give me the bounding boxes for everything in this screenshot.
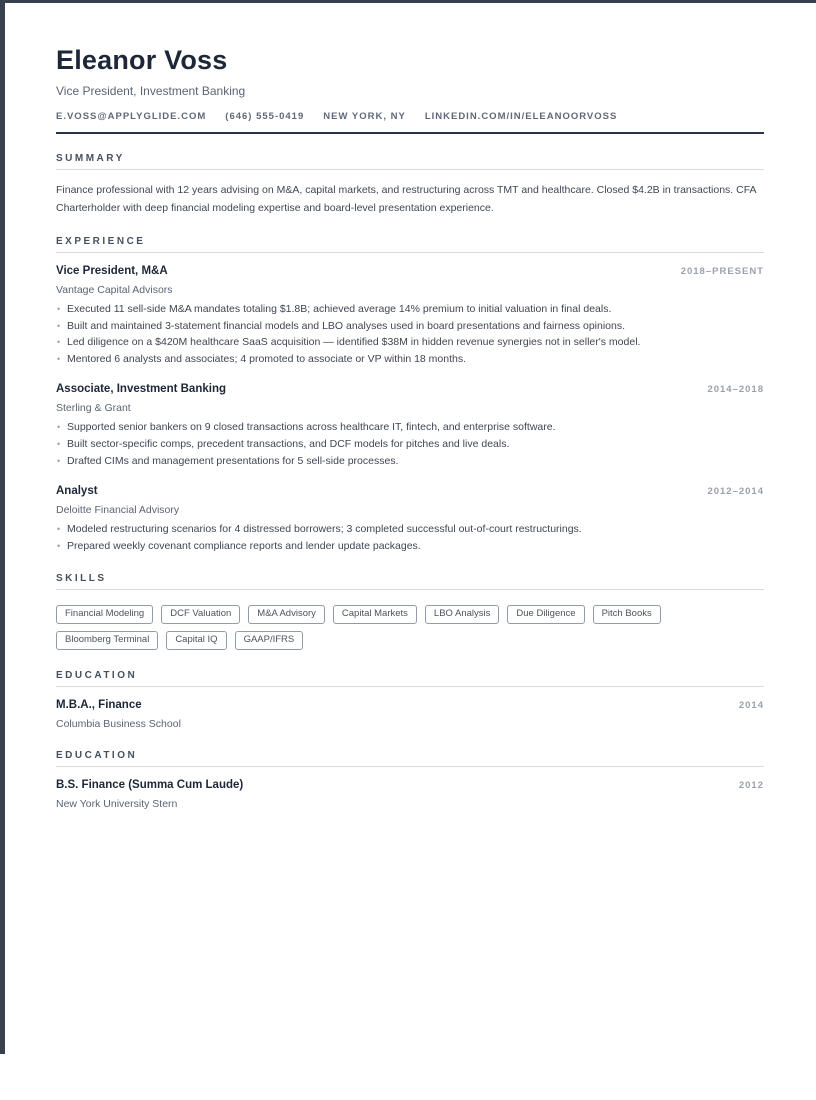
section-divider <box>56 686 764 687</box>
contact-row <box>56 111 764 122</box>
job-bullet: • Executed 11 sell-side M&A mandates totaling $1.8B; achieved average 14% premium to initial valuation in final deals. <box>56 301 764 318</box>
skill-chip: GAAP/IFRS <box>235 631 304 650</box>
job-bullet: • Built sector-specific comps, precedent transactions, and DCF models for pitches and live deals. <box>56 436 764 453</box>
school-name: New York University Stern <box>56 798 178 811</box>
contact-location: NEW YORK, NY <box>323 111 406 122</box>
education-header <box>56 699 764 712</box>
section-summary <box>56 153 764 217</box>
degree-dates: 2014 <box>738 700 764 712</box>
skill-chip: Capital IQ <box>166 631 226 650</box>
skill-chip: Bloomberg Terminal <box>56 631 158 650</box>
skill-chip: Financial Modeling <box>56 605 153 624</box>
education-heading: EDUCATION <box>56 750 138 762</box>
experience-item <box>56 383 764 469</box>
job-bullet: • Built and maintained 3-statement financial models and LBO analyses used in board presentations and fairness opinions. <box>56 318 764 335</box>
skills-chip-list <box>56 605 676 650</box>
contact-linkedin: LINKEDIN.COM/IN/ELEANOORVOSS <box>424 111 618 122</box>
job-header <box>56 485 764 498</box>
resume-content <box>56 3 764 810</box>
skill-chip: Pitch Books <box>593 605 661 624</box>
degree-dates: 2012 <box>738 780 764 792</box>
education-item <box>56 699 764 730</box>
section-divider <box>56 252 764 253</box>
job-bullet: • Drafted CIMs and management presentations for 5 sell-side processes. <box>56 453 764 470</box>
experience-item <box>56 485 764 554</box>
job-bullet: • Supported senior bankers on 9 closed transactions across healthcare IT, fintech, and enterprise software. <box>56 419 764 436</box>
job-bullet-list <box>56 419 764 469</box>
education-heading: EDUCATION <box>56 670 138 682</box>
contact-phone: (646) 555-0419 <box>225 111 305 122</box>
skills-heading: SKILLS <box>56 573 107 585</box>
job-company: Vantage Capital Advisors <box>56 284 173 296</box>
job-company: Sterling & Grant <box>56 402 131 415</box>
job-bullet: • Mentored 6 analysts and associates; 4 promoted to associate or VP within 18 months. <box>56 351 764 368</box>
job-bullet: • Modeled restructuring scenarios for 4 distressed borrowers; 3 completed successful out-of-court restructurings. <box>56 521 764 538</box>
education-item <box>56 779 764 810</box>
job-dates: 2012–2014 <box>707 486 764 498</box>
section-divider <box>56 589 764 590</box>
section-skills <box>56 573 764 650</box>
job-bullet-list <box>56 521 764 554</box>
job-header <box>56 383 764 396</box>
job-bullet: • Led diligence on a $420M healthcare SaaS acquisition — identified $38M in hidden revenue synergies not in seller's model. <box>56 334 764 351</box>
job-dates: 2018–PRESENT <box>680 266 764 277</box>
section-divider <box>56 169 764 170</box>
school-name: Columbia Business School <box>56 718 181 731</box>
skill-chip: Due Diligence <box>507 605 584 624</box>
summary-heading: SUMMARY <box>56 153 125 164</box>
section-divider <box>56 766 764 767</box>
skill-chip: Capital Markets <box>333 605 417 624</box>
job-company: Deloitte Financial Advisory <box>56 504 180 517</box>
skill-chip: LBO Analysis <box>425 605 500 624</box>
section-education <box>56 670 764 730</box>
job-title: Analyst <box>56 485 98 498</box>
job-bullet-list <box>56 301 764 367</box>
job-bullet: • Prepared weekly covenant compliance reports and lender update packages. <box>56 538 764 555</box>
person-name: Eleanor Voss <box>56 45 228 75</box>
contact-email: E.VOSS@APPLYGLIDE.COM <box>56 111 207 122</box>
education-header <box>56 779 764 792</box>
job-title: Associate, Investment Banking <box>56 383 226 396</box>
experience-item <box>56 265 764 367</box>
job-title: Vice President, M&A <box>56 265 168 277</box>
job-dates: 2014–2018 <box>707 384 764 396</box>
job-header <box>56 265 764 278</box>
summary-text: Finance professional with 12 years advising on M&A, capital markets, and restructuring across TMT and healthcare. Closed $4.2B in transactions. CFA Charterholder with deep financial modeling expertise and board-level presentation experience. <box>56 184 756 214</box>
person-title: Vice President, Investment Banking <box>56 84 246 98</box>
header-divider <box>56 132 764 134</box>
degree-title: M.B.A., Finance <box>56 699 142 712</box>
section-education <box>56 750 764 810</box>
experience-heading: EXPERIENCE <box>56 236 146 247</box>
degree-title: B.S. Finance (Summa Cum Laude) <box>56 779 244 792</box>
skill-chip: DCF Valuation <box>161 605 240 624</box>
resume-header <box>56 45 764 134</box>
section-experience <box>56 236 764 554</box>
skill-chip: M&A Advisory <box>248 605 325 624</box>
